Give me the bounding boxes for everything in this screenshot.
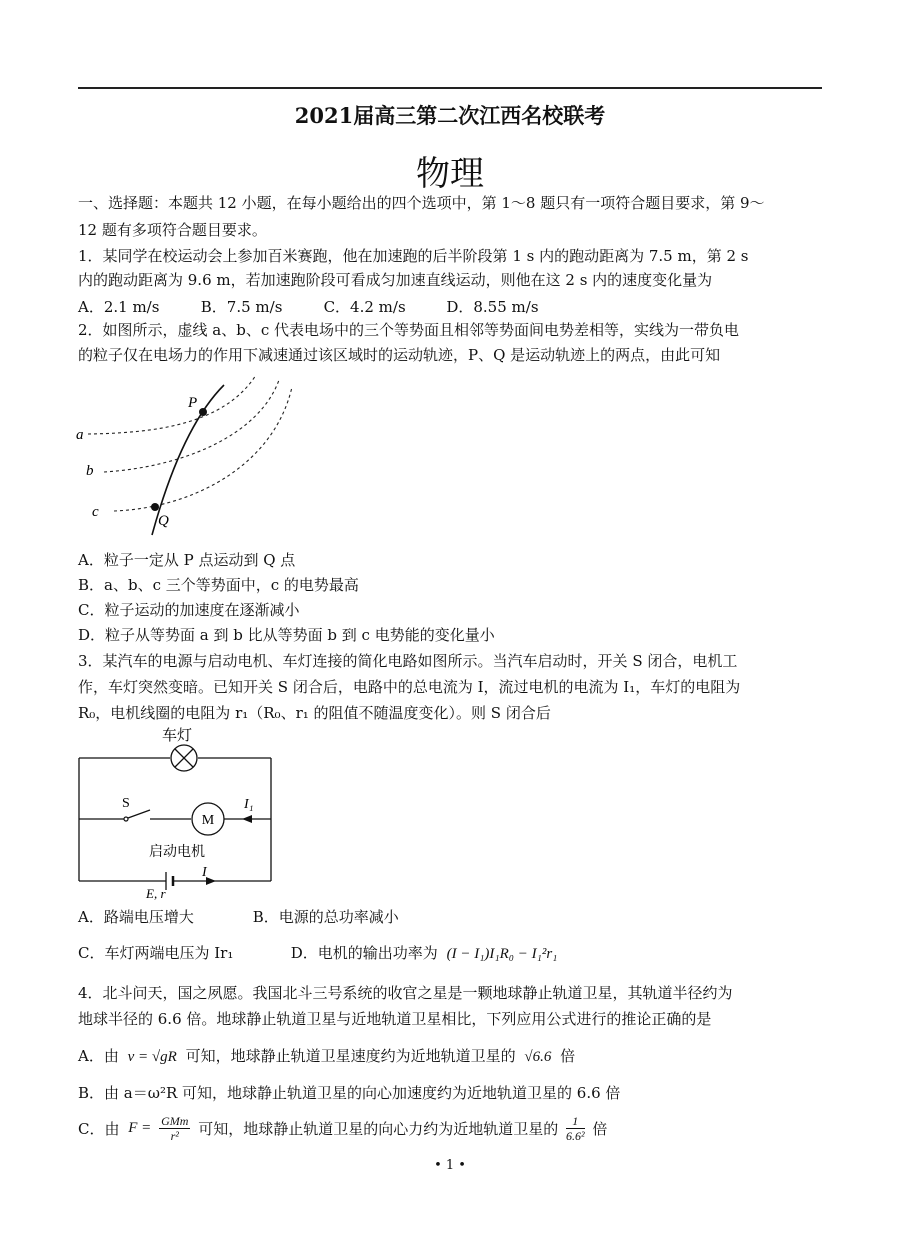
q4-option-a-suffix: 倍 bbox=[560, 1047, 576, 1065]
q4-option-c-numerator: GMm bbox=[161, 1114, 189, 1128]
q2-option-d: D．粒子从等势面 a 到 b 比从等势面 b 到 c 电势能的变化量小 bbox=[78, 626, 495, 644]
current-i1-label: I₁ bbox=[244, 797, 254, 812]
section-instruction-line1: 一、选择题：本题共 12 小题，在每小题给出的四个选项中，第 1～8 题只有一项符合题目要求，第 9～ bbox=[78, 194, 765, 212]
q3-text-line2: 作，车灯突然变暗。已知开关 S 闭合后，电路中的总电流为 I，流过电机的电流为 I₁，车灯的电阻为 bbox=[78, 678, 741, 696]
motor-symbol: M bbox=[201, 813, 215, 828]
subject-title: 物理 bbox=[416, 154, 484, 194]
point-p bbox=[199, 408, 207, 416]
q4-option-a-formula: v = √gR bbox=[127, 1049, 177, 1065]
q4-option-c bbox=[78, 1114, 607, 1143]
q3-option-b: B．电源的总功率减小 bbox=[252, 908, 399, 926]
lamp-icon bbox=[171, 745, 197, 771]
q4-option-c-suffix: 倍 bbox=[592, 1120, 608, 1138]
q4-option-b: B．由 a＝ω²R 可知，地球静止轨道卫星的向心加速度约为近地轨道卫星的 6.6 倍 bbox=[78, 1084, 621, 1102]
switch-icon bbox=[124, 810, 150, 821]
q3-option-d-formula: (I − I₁)I₁R₀ − I₁²r₁ bbox=[446, 946, 558, 962]
section-instruction-line2: 12 题有多项符合题目要求。 bbox=[78, 221, 267, 239]
point-q bbox=[151, 503, 159, 511]
page-number: • 1 • bbox=[434, 1158, 466, 1173]
q4-option-c-ratio-denominator: 6.6² bbox=[566, 1129, 585, 1143]
q3-options-row2 bbox=[78, 942, 557, 963]
current-arrow-i-icon bbox=[206, 877, 216, 885]
circuit-diagram bbox=[74, 722, 284, 902]
q1-option-d: D．8.55 m/s bbox=[446, 298, 539, 316]
q4-option-a bbox=[78, 1045, 575, 1066]
q4-option-c-ratio bbox=[566, 1114, 585, 1143]
label-p: P bbox=[188, 395, 198, 411]
q4-option-c-lhs: F = bbox=[128, 1120, 152, 1136]
q4-option-c-prefix: C．由 bbox=[78, 1120, 120, 1138]
q4-text-line1: 4．北斗问天，国之夙愿。我国北斗三号系统的收官之星是一颗地球静止轨道卫星，其轨道半径约为 bbox=[78, 984, 733, 1002]
q1-text-line1: 1．某同学在校运动会上参加百米赛跑，他在加速跑的后半阶段第 1 s 内的跑动距离为 7.5 m，第 2 s bbox=[78, 247, 749, 265]
equipotential-diagram bbox=[74, 375, 304, 540]
equipotential-b bbox=[104, 380, 279, 472]
battery-icon bbox=[166, 872, 173, 890]
current-i-label: I bbox=[202, 865, 207, 880]
q4-option-a-value: √6.6 bbox=[524, 1049, 552, 1065]
q1-text-line2: 内的跑动距离为 9.6 m，若加速跑阶段可看成匀加速直线运动，则他在这 2 s 内的速度变化量为 bbox=[78, 271, 713, 289]
lamp-label: 车灯 bbox=[161, 728, 193, 744]
q4-option-a-prefix: A．由 bbox=[78, 1047, 119, 1065]
q1-options bbox=[78, 296, 539, 317]
q4-option-c-denominator: r² bbox=[170, 1129, 179, 1143]
header-rule bbox=[78, 87, 822, 89]
q4-text-line2: 地球半径的 6.6 倍。地球静止轨道卫星与近地轨道卫星相比，下列应用公式进行的推论正确的是 bbox=[78, 1010, 712, 1028]
q3-option-c: C．车灯两端电压为 Ir₁ bbox=[78, 944, 234, 962]
switch-label: S bbox=[122, 796, 130, 811]
source-label: E, r bbox=[146, 886, 166, 901]
q3-option-a: A．路端电压增大 bbox=[78, 908, 194, 926]
q1-option-a: A．2.1 m/s bbox=[78, 298, 160, 316]
equipotential-a bbox=[88, 375, 256, 434]
q2-option-c: C．粒子运动的加速度在逐渐减小 bbox=[78, 601, 300, 619]
label-c: c bbox=[92, 504, 99, 520]
current-arrow-i1-icon bbox=[242, 815, 252, 823]
label-a: a bbox=[76, 427, 84, 443]
exam-title: 2021届高三第二次江西名校联考 bbox=[294, 103, 606, 128]
q2-option-a: A．粒子一定从 P 点运动到 Q 点 bbox=[78, 551, 296, 569]
label-q: Q bbox=[158, 513, 169, 529]
q1-option-c: C．4.2 m/s bbox=[323, 298, 406, 316]
q3-options-row1 bbox=[78, 906, 399, 927]
q2-text-line1: 2．如图所示，虚线 a、b、c 代表电场中的三个等势面且相邻等势面间电势差相等，实线为一带负电 bbox=[78, 321, 740, 339]
q3-option-d: D．电机的输出功率为 bbox=[290, 944, 438, 962]
equipotential-c bbox=[114, 387, 292, 511]
q3-text-line3: R₀，电机线圈的电阻为 r₁（R₀、r₁ 的阻值不随温度变化）。则 S 闭合后 bbox=[78, 704, 551, 722]
q1-option-b: B．7.5 m/s bbox=[200, 298, 283, 316]
q4-option-c-fraction bbox=[159, 1114, 190, 1143]
motor-label: 启动电机 bbox=[149, 845, 205, 860]
q4-option-c-ratio-numerator: 1 bbox=[566, 1114, 585, 1129]
q4-option-c-mid: 可知，地球静止轨道卫星的向心力约为近地轨道卫星的 bbox=[198, 1120, 559, 1138]
q2-text-line2: 的粒子仅在电场力的作用下减速通过该区域时的运动轨迹，P、Q 是运动轨迹上的两点，由此可知 bbox=[78, 346, 721, 364]
label-b: b bbox=[86, 463, 94, 479]
q3-text-line1: 3．某汽车的电源与启动电机、车灯连接的简化电路如图所示。当汽车启动时，开关 S 闭合，电机工 bbox=[78, 652, 738, 670]
q2-option-b: B．a、b、c 三个等势面中，c 的电势最高 bbox=[78, 576, 359, 594]
q4-option-a-mid: 可知，地球静止轨道卫星速度约为近地轨道卫星的 bbox=[185, 1047, 516, 1065]
